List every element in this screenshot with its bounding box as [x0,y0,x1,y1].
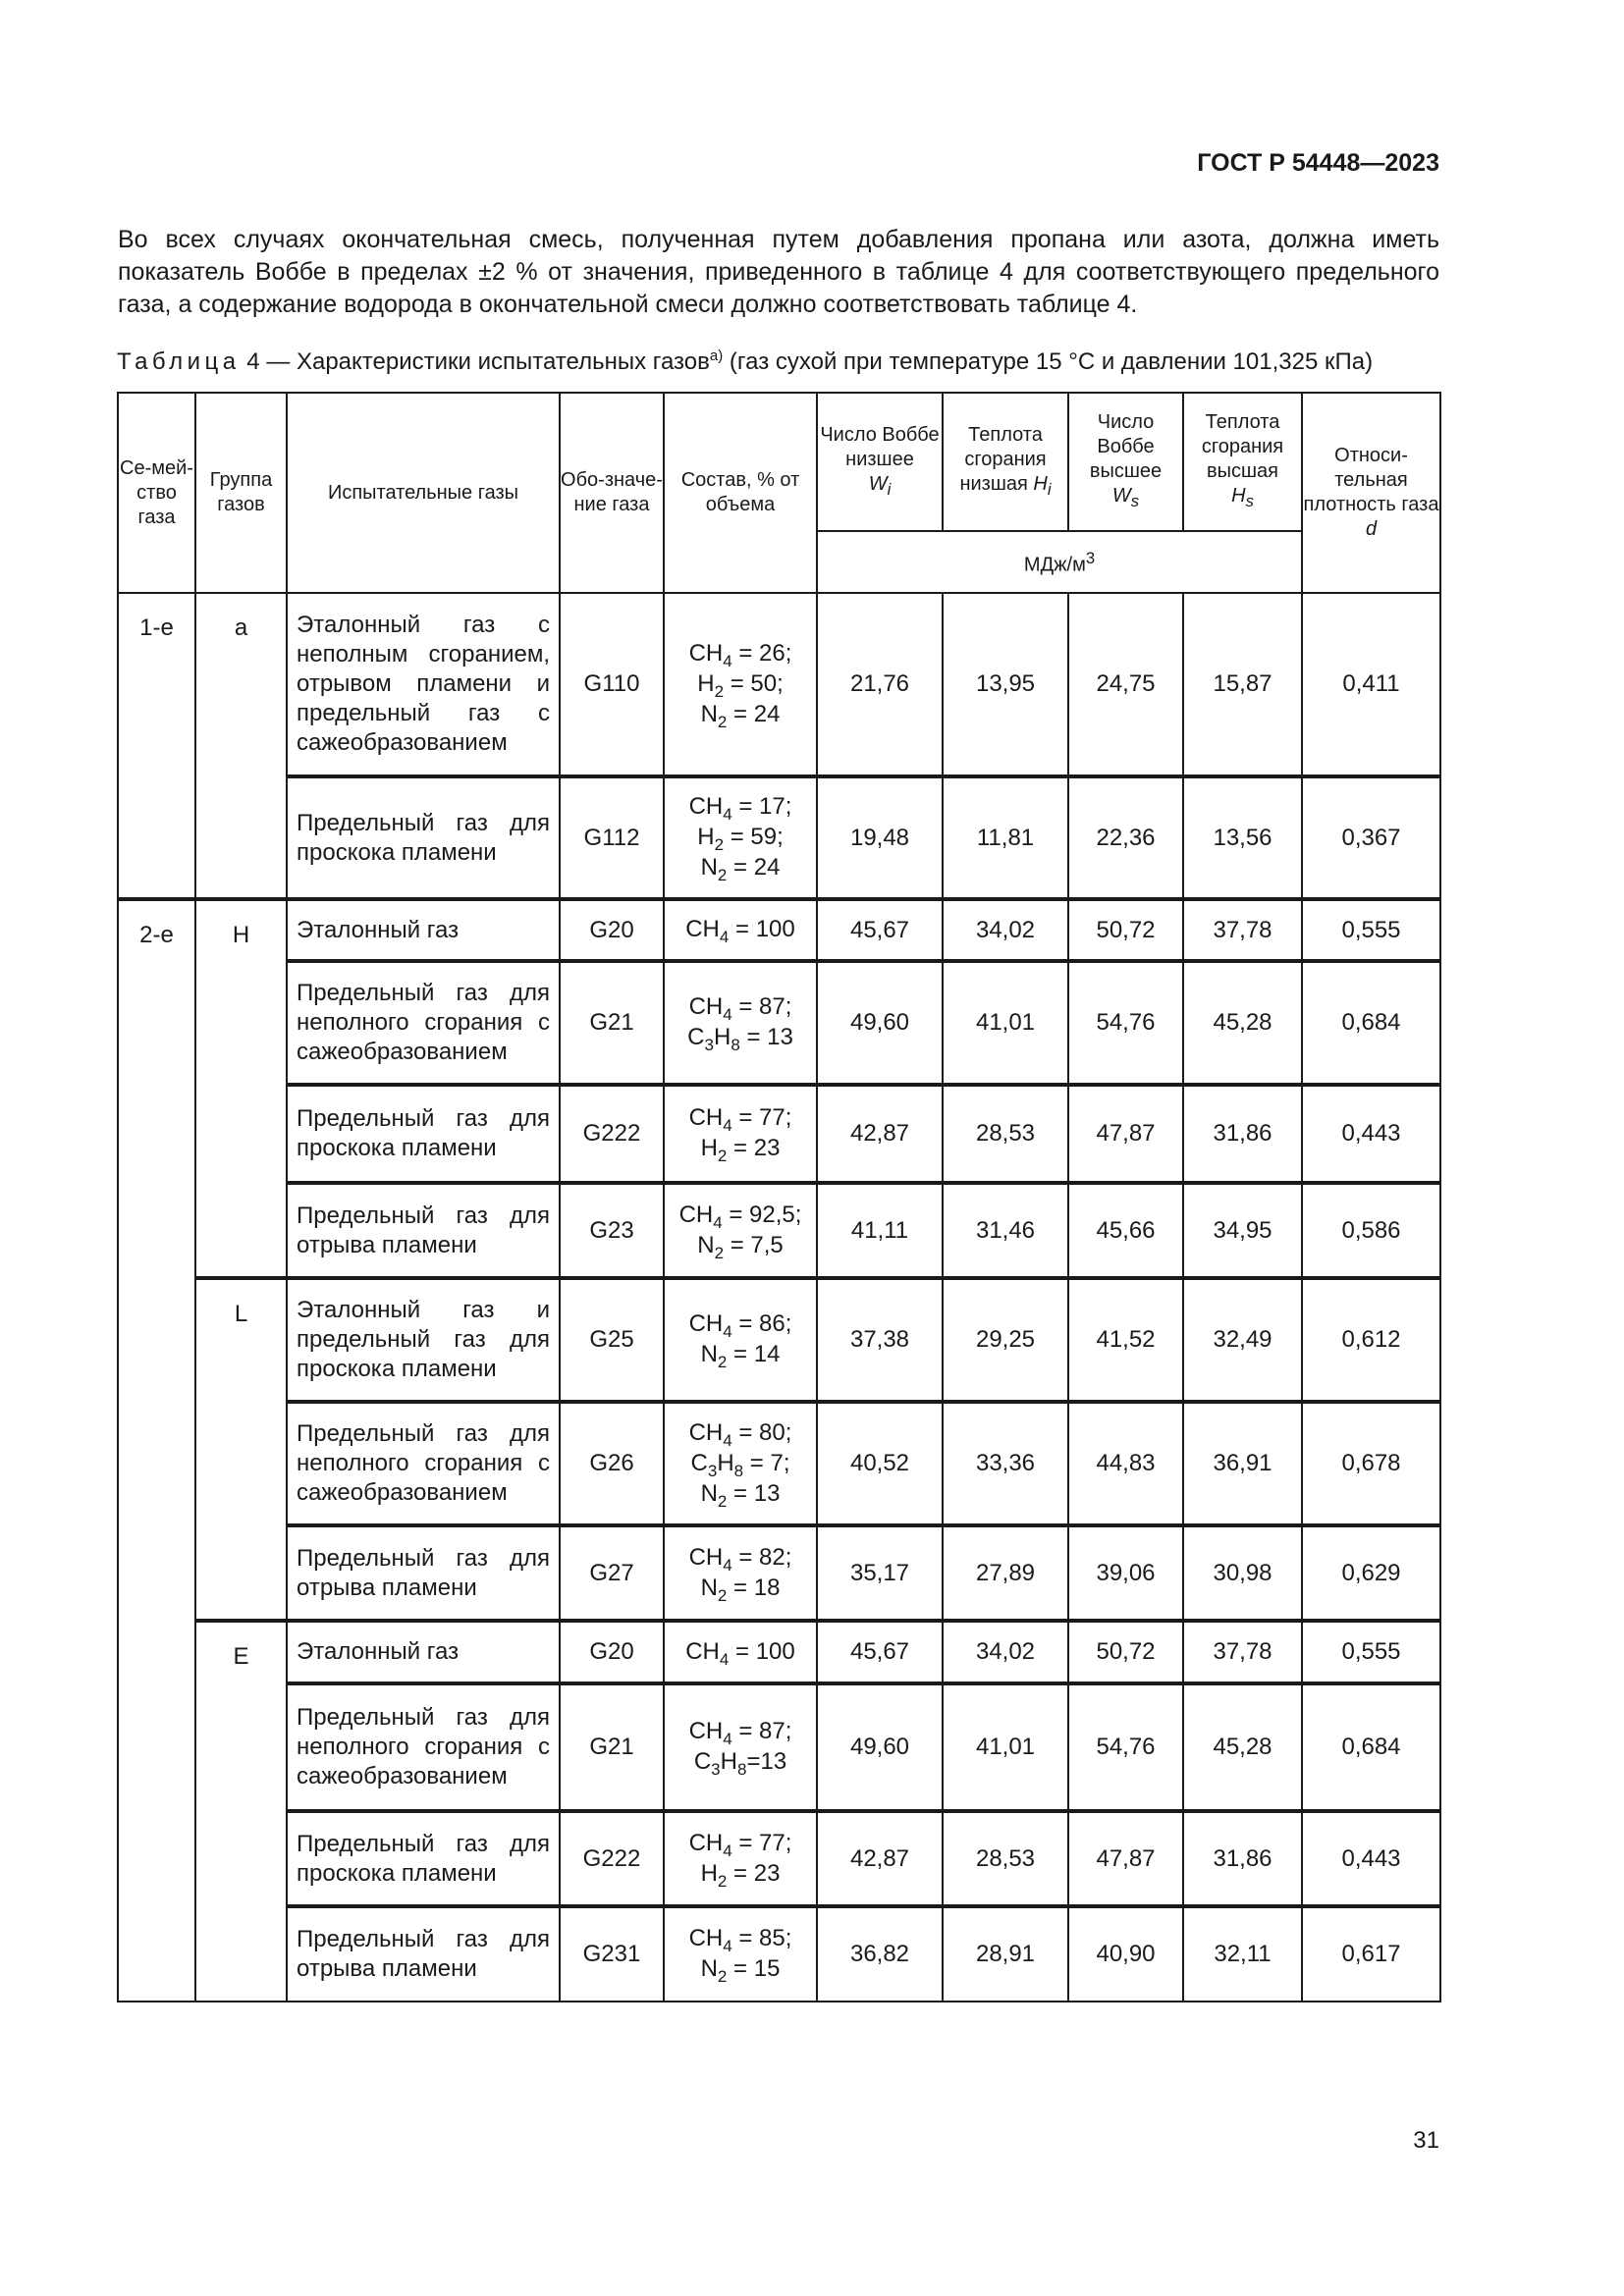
composition-line: $CH_4 = 80$; [688,1418,792,1450]
cell-gas-name: Предельный газ для проскока пламени [287,1811,560,1906]
cell-density: 0,617 [1302,1906,1440,2002]
cell-heat-higher: 13,56 [1183,776,1302,899]
caption-title: — Характеристики испытательных газов [266,348,710,375]
composition-line: $C_3H_8 = 13$ [687,1024,793,1054]
cell-gas-name: Эталонный газ и предельный газ для проскока пламени [287,1278,560,1402]
cell-heat-higher: 45,28 [1183,961,1302,1085]
header-wobbe-lower: Число Воббе низшее $W_i$ [817,393,943,531]
cell-gas-name: Предельный газ для отрыва пламени [287,1906,560,2002]
cell-wobbe-higher: 41,52 [1068,1278,1183,1402]
cell-composition [664,1906,817,2002]
cell-gas-name: Предельный газ для неполного сгорания с сажеобразованием [287,961,560,1085]
table-row [118,1278,1440,1402]
cell-heat-higher: 34,95 [1183,1183,1302,1278]
cell-wobbe-higher: 54,76 [1068,1683,1183,1811]
cell-wobbe-lower: 42,87 [817,1085,943,1183]
cell-designation: G222 [560,1811,664,1906]
composition-line: $CH_4 = 100$ [685,1637,795,1669]
cell-heat-lower: 27,89 [943,1525,1068,1621]
cell-heat-lower: 33,36 [943,1402,1068,1525]
cell-density: 0,684 [1302,961,1440,1085]
cell-wobbe-higher: 47,87 [1068,1811,1183,1906]
cell-group: E [195,1621,287,2002]
cell-wobbe-higher: 24,75 [1068,593,1183,776]
cell-heat-lower: 13,95 [943,593,1068,776]
cell-wobbe-lower: 49,60 [817,1683,943,1811]
composition-line: $N_2 = 7,5$ [697,1231,784,1262]
caption-number: 4 [246,348,260,375]
composition-line: $CH_4 = 77$; [688,1829,792,1860]
cell-gas-name: Предельный газ для отрыва пламени [287,1183,560,1278]
caption-conditions: (газ сухой при температуре 15 °С и давлении 101,325 кПа) [729,348,1374,375]
cell-heat-higher: 32,11 [1183,1906,1302,2002]
composition-line: $CH_4 = 92,5$; [678,1201,802,1232]
table-row [118,776,1440,899]
caption-label: Таблица [117,348,241,375]
cell-heat-lower: 28,53 [943,1085,1068,1183]
table-row [118,899,1440,961]
cell-heat-lower: 11,81 [943,776,1068,899]
cell-wobbe-higher: 54,76 [1068,961,1183,1085]
cell-wobbe-lower: 37,38 [817,1278,943,1402]
cell-composition [664,1811,817,1906]
composition-line: $N_2 = 24$ [700,700,781,731]
cell-gas-name: Предельный газ для неполного сгорания с сажеобразованием [287,1683,560,1811]
cell-density: 0,678 [1302,1402,1440,1525]
cell-heat-lower: 41,01 [943,961,1068,1085]
cell-density: 0,629 [1302,1525,1440,1621]
cell-density: 0,612 [1302,1278,1440,1402]
cell-density: 0,555 [1302,1621,1440,1683]
caption-note-mark: а) [709,347,724,364]
cell-designation: G25 [560,1278,664,1402]
composition-line: $H_2 = 59$; [697,824,784,854]
cell-heat-higher: 31,86 [1183,1085,1302,1183]
cell-gas-name: Эталонный газ [287,899,560,961]
composition-line: $N_2 = 15$ [700,1955,781,1986]
cell-wobbe-lower: 45,67 [817,899,943,961]
cell-gas-name: Предельный газ для отрыва пламени [287,1525,560,1621]
composition-line: $CH_4 = 26$; [688,639,792,670]
cell-gas-name: Предельный газ для проскока пламени [287,776,560,899]
cell-composition [664,1621,817,1683]
header-test-gases: Испытательные газы [287,393,560,593]
cell-heat-higher: 15,87 [1183,593,1302,776]
table-row [118,593,1440,776]
cell-heat-lower: 41,01 [943,1683,1068,1811]
cell-group: а [195,593,287,899]
test-gases-table [117,392,1441,2002]
cell-heat-higher: 30,98 [1183,1525,1302,1621]
cell-wobbe-lower: 45,67 [817,1621,943,1683]
cell-wobbe-higher: 39,06 [1068,1525,1183,1621]
table-row [118,1811,1440,1906]
header-designation: Обо-значе-ние газа [560,393,664,593]
composition-line: $C_3H_8 = 7$; [690,1449,790,1480]
composition-line: $N_2 = 14$ [700,1341,781,1371]
composition-line: $CH_4 = 87$; [688,993,792,1024]
composition-line: $N_2 = 24$ [700,854,781,884]
cell-composition [664,1278,817,1402]
cell-composition [664,961,817,1085]
cell-heat-lower: 28,91 [943,1906,1068,2002]
composition-line: $H_2 = 23$ [700,1859,781,1891]
header-family: Се-мей-ство газа [118,393,195,593]
cell-composition [664,899,817,961]
cell-composition [664,776,817,899]
cell-density: 0,555 [1302,899,1440,961]
cell-designation: G222 [560,1085,664,1183]
cell-heat-lower: 34,02 [943,899,1068,961]
cell-wobbe-lower: 19,48 [817,776,943,899]
composition-line: $CH_4 = 87$; [688,1718,792,1748]
cell-designation: G23 [560,1183,664,1278]
composition-line: $H_2 = 23$ [700,1135,781,1165]
cell-wobbe-higher: 50,72 [1068,899,1183,961]
cell-heat-lower: 34,02 [943,1621,1068,1683]
cell-heat-higher: 37,78 [1183,1621,1302,1683]
table-row [118,1906,1440,2002]
cell-designation: G110 [560,593,664,776]
composition-line: $CH_4 = 85$; [688,1925,792,1955]
cell-composition [664,1085,817,1183]
cell-heat-lower: 28,53 [943,1811,1068,1906]
cell-wobbe-higher: 40,90 [1068,1906,1183,2002]
cell-composition [664,1402,817,1525]
cell-wobbe-higher: 22,36 [1068,776,1183,899]
header-unit: МДж/$м^3$ [817,531,1302,593]
table-row [118,1683,1440,1811]
cell-composition [664,1525,817,1621]
cell-wobbe-lower: 41,11 [817,1183,943,1278]
cell-density: 0,586 [1302,1183,1440,1278]
composition-line: $CH_4 = 17$; [688,793,792,824]
composition-line: $C_3H_8=13$ [693,1748,787,1779]
cell-designation: G20 [560,899,664,961]
cell-designation: G27 [560,1525,664,1621]
cell-composition [664,593,817,776]
cell-density: 0,684 [1302,1683,1440,1811]
cell-heat-higher: 31,86 [1183,1811,1302,1906]
cell-designation: G26 [560,1402,664,1525]
cell-designation: G21 [560,1683,664,1811]
cell-composition [664,1683,817,1811]
cell-gas-name: Эталонный газ с неполным сгоранием, отрывом пламени и предельный газ с сажеобразованием [287,593,560,776]
table-row [118,961,1440,1085]
composition-line: $CH_4 = 77$; [688,1104,792,1135]
cell-density: 0,443 [1302,1811,1440,1906]
cell-heat-lower: 31,46 [943,1183,1068,1278]
header-group: Группа газов [195,393,287,593]
composition-line: $CH_4 = 86$; [688,1310,792,1341]
cell-gas-name: Предельный газ для неполного сгорания с сажеобразованием [287,1402,560,1525]
composition-line: $N_2 = 18$ [700,1574,781,1605]
header-composition: Состав, % от объема [664,393,817,593]
cell-heat-higher: 36,91 [1183,1402,1302,1525]
cell-composition [664,1183,817,1278]
cell-density: 0,411 [1302,593,1440,776]
cell-heat-higher: 45,28 [1183,1683,1302,1811]
cell-designation: G21 [560,961,664,1085]
header-heat-lower: Теплота сгорания низшая $H_i$ [943,393,1068,531]
composition-line: $CH_4 = 82$; [688,1543,792,1575]
header-heat-higher: Теплота сгорания высшая $H_s$ [1183,393,1302,531]
cell-designation: G231 [560,1906,664,2002]
cell-density: 0,443 [1302,1085,1440,1183]
cell-wobbe-higher: 45,66 [1068,1183,1183,1278]
cell-heat-higher: 32,49 [1183,1278,1302,1402]
table-row [118,1525,1440,1621]
table-row [118,1183,1440,1278]
cell-family: 1-е [118,593,195,899]
cell-designation: G20 [560,1621,664,1683]
cell-wobbe-lower: 40,52 [817,1402,943,1525]
cell-wobbe-lower: 21,76 [817,593,943,776]
cell-heat-higher: 37,78 [1183,899,1302,961]
cell-gas-name: Эталонный газ [287,1621,560,1683]
cell-wobbe-lower: 35,17 [817,1525,943,1621]
cell-group: H [195,899,287,1278]
cell-heat-lower: 29,25 [943,1278,1068,1402]
table-body [118,593,1440,2002]
cell-wobbe-higher: 50,72 [1068,1621,1183,1683]
cell-wobbe-lower: 36,82 [817,1906,943,2002]
header-density: Относи-тельная плотность газа d [1302,393,1440,593]
cell-wobbe-higher: 44,83 [1068,1402,1183,1525]
cell-designation: G112 [560,776,664,899]
cell-gas-name: Предельный газ для проскока пламени [287,1085,560,1183]
table-row [118,1085,1440,1183]
document-id: ГОСТ Р 54448—2023 [1197,149,1439,177]
cell-wobbe-lower: 49,60 [817,961,943,1085]
header-wobbe-higher: Число Воббе высшее $W_s$ [1068,393,1183,531]
cell-density: 0,367 [1302,776,1440,899]
intro-paragraph: Во всех случаях окончательная смесь, полученная путем добавления пропана или азота, должна иметь показатель Воббе в пределах ±2 % от значения, приведенного в таблице 4 для соответствующего предельного газа, а содержание водорода в окончательной смеси должно соответствовать таблице 4. [118,226,1439,318]
cell-family: 2-е [118,899,195,2002]
cell-group: L [195,1278,287,1621]
composition-line: $H_2 = 50$; [697,669,784,701]
table-row [118,1621,1440,1683]
table-row [118,1402,1440,1525]
composition-line: $N_2 = 13$ [700,1479,781,1511]
cell-wobbe-higher: 47,87 [1068,1085,1183,1183]
cell-wobbe-lower: 42,87 [817,1811,943,1906]
composition-line: $CH_4 = 100$ [685,916,795,946]
page-number: 31 [1413,2127,1439,2154]
table-caption [117,347,1373,376]
